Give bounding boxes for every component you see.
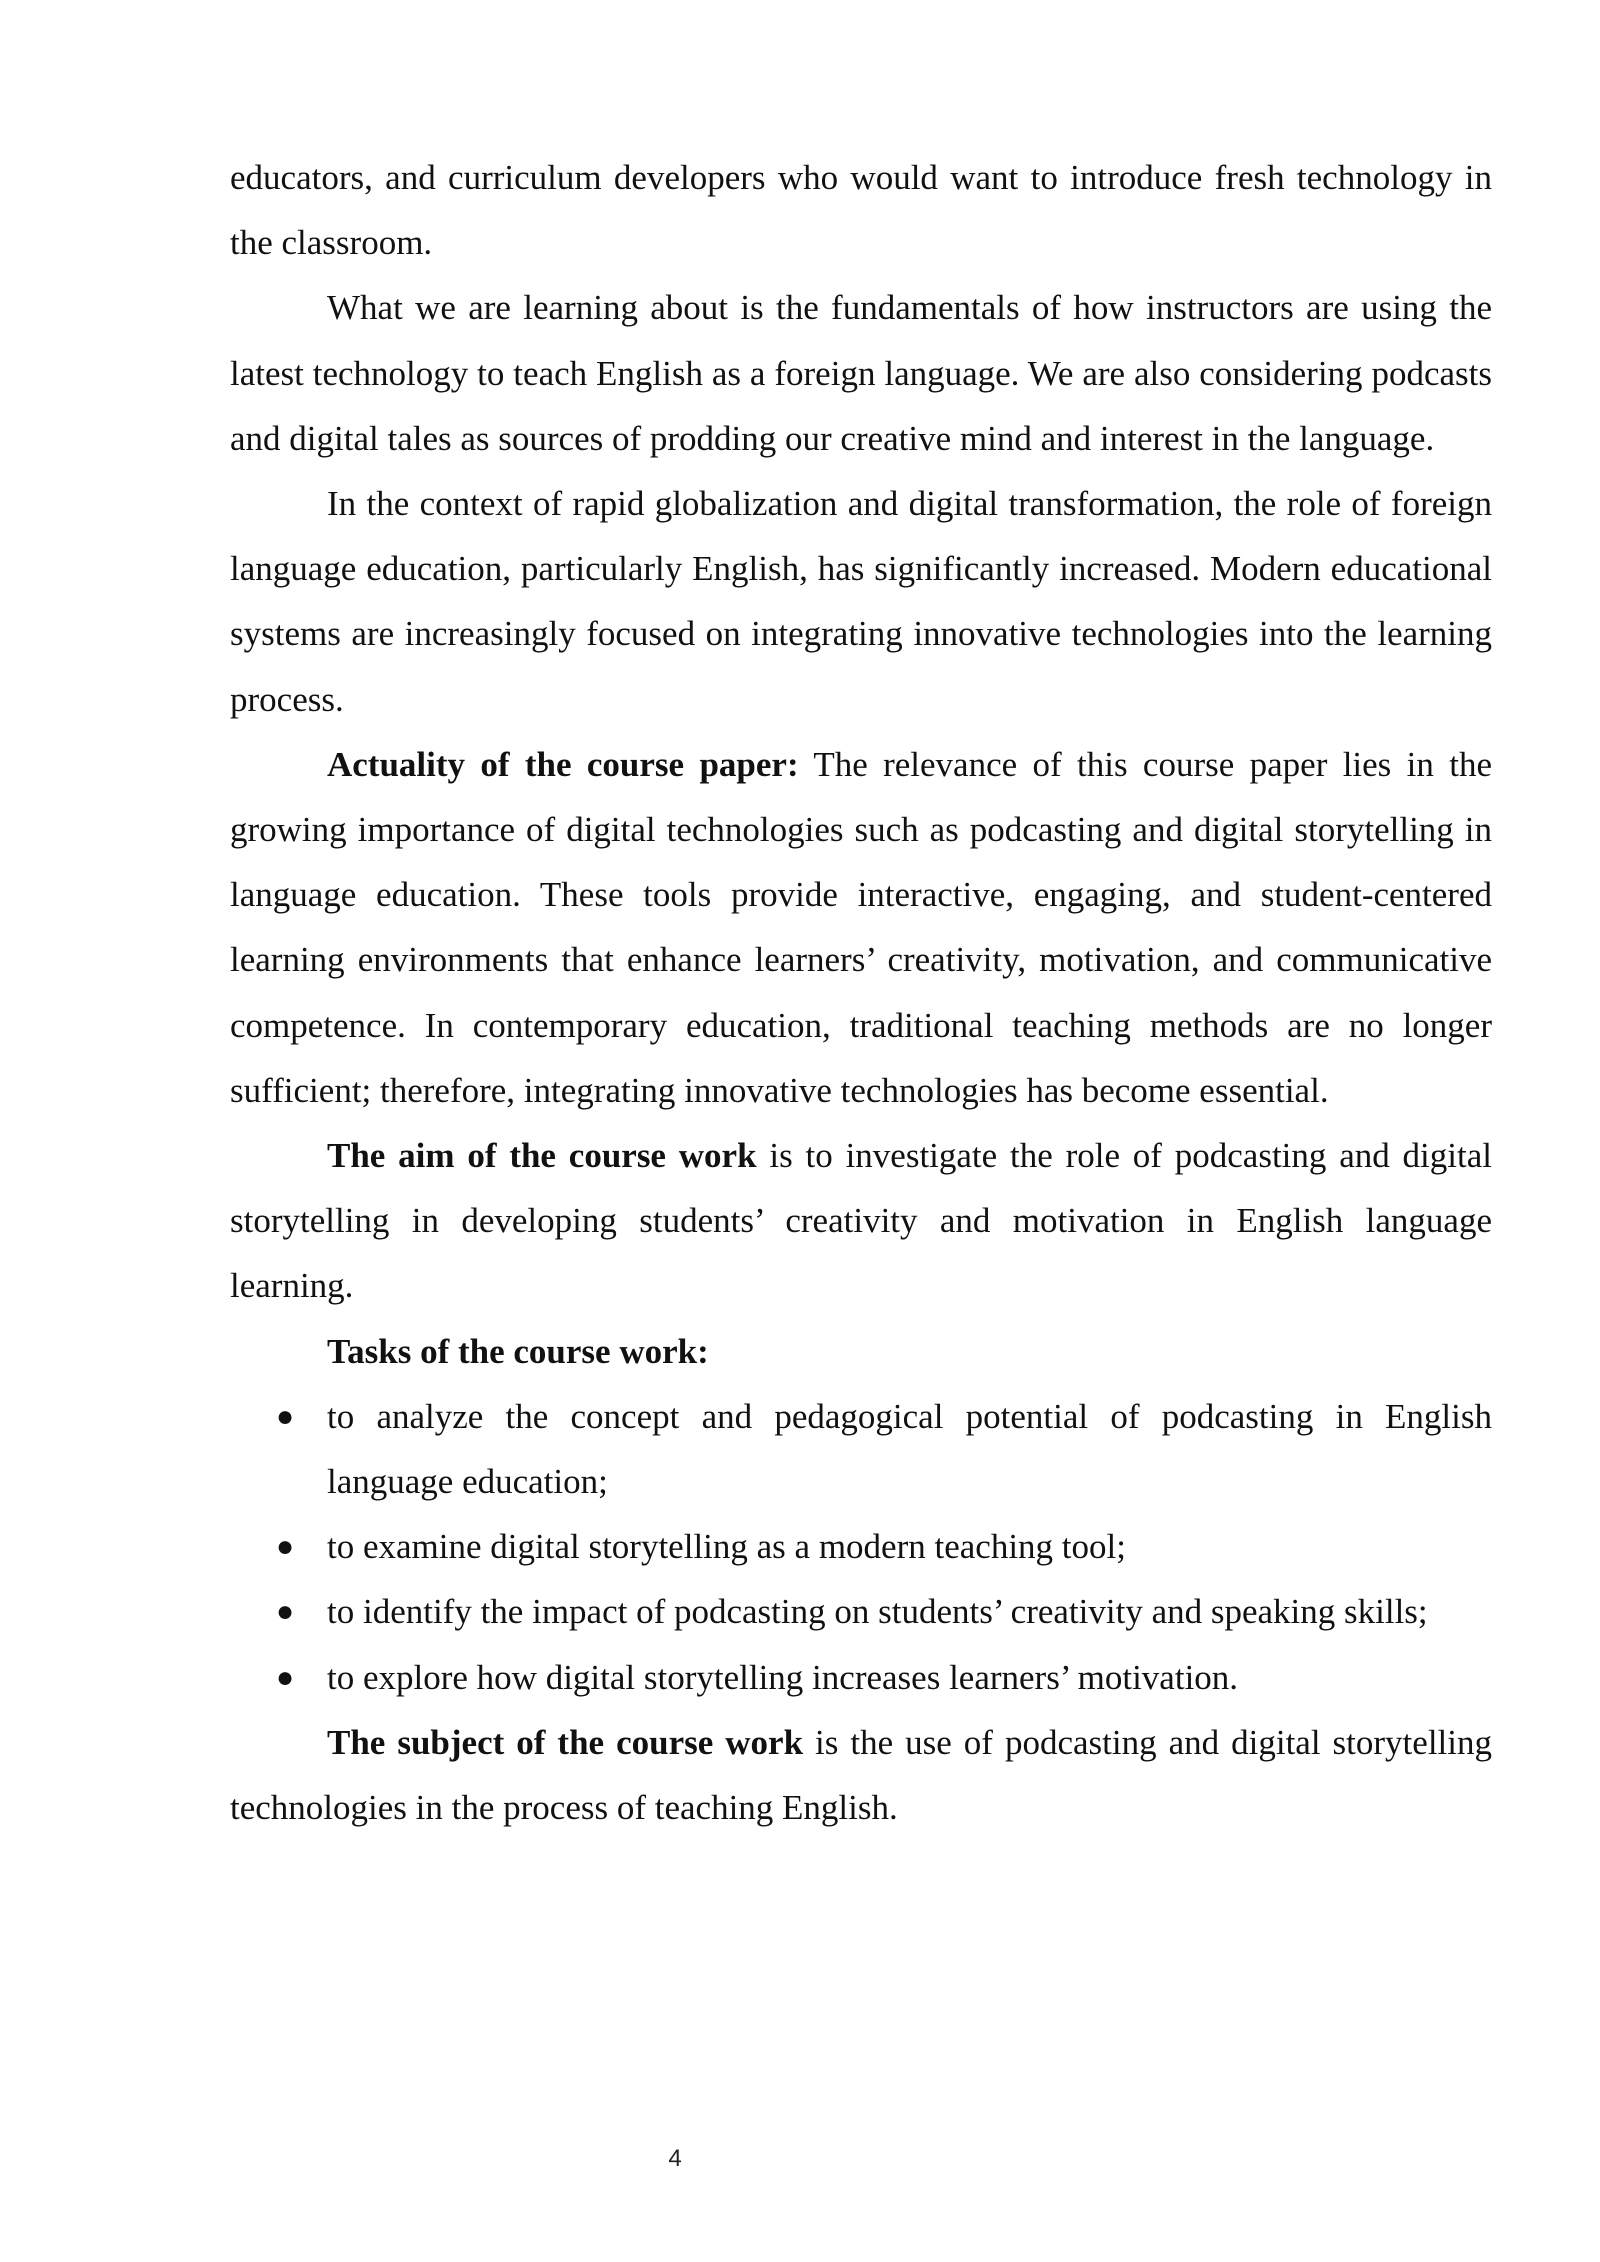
subject-text: is the use of podcasting and digital storytelling technologies in the process of teaching English. xyxy=(230,1722,1492,1828)
subject-label: The subject of the course work xyxy=(327,1722,804,1762)
bullet-icon: ● xyxy=(276,1660,295,1694)
bullet-icon: ● xyxy=(276,1530,295,1564)
tasks-list xyxy=(230,1384,1492,1710)
paragraph-subject xyxy=(230,1710,1492,1840)
actuality-label: Actuality of the course paper: xyxy=(327,744,799,784)
actuality-text: The relevance of this course paper lies in the growing importance of digital technologies such as podcasting and digital storytelling in language education. These tools provide interactive, engaging, and student-centered learning environments that enhance learners’ creativity, motivation, and communicative competence. In contemporary education, traditional teaching methods are no longer sufficient; therefore, integrating innovative technologies has become essential. xyxy=(230,744,1492,1110)
list-item xyxy=(276,1384,1492,1514)
aim-label: The aim of the course work xyxy=(327,1136,757,1176)
task-text: to explore how digital storytelling increases learners’ motivation. xyxy=(327,1657,1239,1697)
task-text: to examine digital storytelling as a modern teaching tool; xyxy=(327,1527,1126,1567)
paragraph-aim xyxy=(230,1123,1492,1319)
tasks-heading-label: Tasks of the course work: xyxy=(327,1331,709,1371)
paragraph-globalization-context: In the context of rapid globalization and digital transformation, the role of foreign language education, particularly English, has significantly increased. Modern educational systems are increasingly focused on integrating innovative technologies into the learning process. xyxy=(230,484,1492,719)
page-number: 4 xyxy=(668,2145,682,2172)
page-body xyxy=(230,145,1492,1840)
list-item xyxy=(276,1579,1492,1644)
bullet-icon: ● xyxy=(276,1399,295,1433)
bullet-icon: ● xyxy=(276,1595,295,1629)
tasks-heading xyxy=(230,1319,1492,1384)
paragraph-continuation: educators, and curriculum developers who would want to introduce fresh technology in the classroom. xyxy=(230,158,1492,263)
list-item xyxy=(276,1645,1492,1710)
paragraph-learning-fundamentals: What we are learning about is the fundamentals of how instructors are using the latest technology to teach English as a foreign language. We are also considering podcasts and digital tales as sources of prodding our creative mind and interest in the language. xyxy=(230,288,1492,458)
aim-text: is to investigate the role of podcasting and digital storytelling in developing students’ creativity and motivation in English language learning. xyxy=(230,1136,1492,1306)
task-text: to analyze the concept and pedagogical potential of podcasting in English language education; xyxy=(327,1396,1492,1502)
task-text: to identify the impact of podcasting on students’ creativity and speaking skills; xyxy=(327,1592,1428,1632)
list-item xyxy=(276,1514,1492,1579)
paragraph-actuality xyxy=(230,732,1492,1123)
